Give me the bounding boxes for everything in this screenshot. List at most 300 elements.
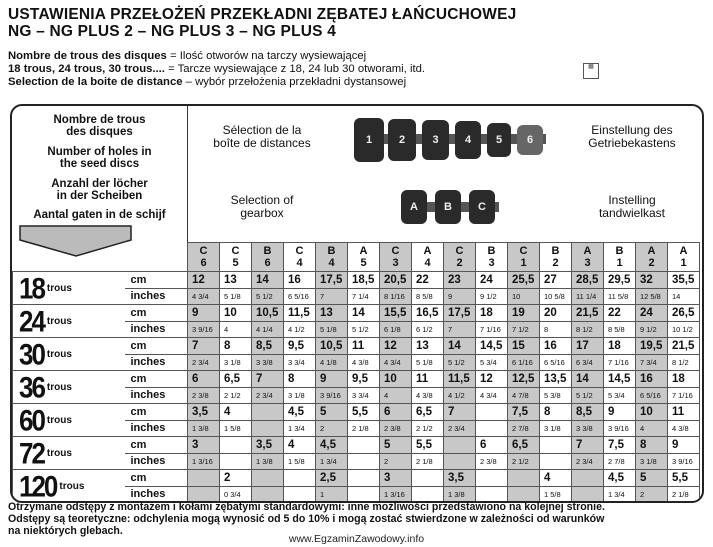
spacing-cm-cell: 5,5: [348, 404, 380, 421]
spacing-inches-cell: 6 5/16: [636, 387, 668, 404]
spacing-inches-cell: 8 1/2: [668, 354, 700, 371]
intro-text: [8, 50, 425, 89]
spacing-cm-cell: 8: [220, 338, 252, 355]
spacing-cm-cell: 17,5: [444, 305, 476, 322]
spacing-cm-cell: 16: [540, 338, 572, 355]
spacing-cm-cell: 6,5: [220, 371, 252, 388]
spacing-cm-cell: 16,5: [412, 305, 444, 322]
spacing-inches-cell: [252, 420, 284, 437]
holes-count: 120: [19, 469, 57, 503]
spacing-cm-cell: 22: [604, 305, 636, 322]
spacing-cm-cell: [252, 470, 284, 487]
spacing-cm-cell: 28,5: [572, 272, 604, 289]
table-row-cm: [13, 470, 700, 487]
spacing-inches-cell: 10 5/8: [540, 288, 572, 305]
spacing-cm-cell: [252, 404, 284, 421]
spacing-cm-cell: 14,5: [476, 338, 508, 355]
unit-cm-label: cm: [125, 437, 188, 454]
spacing-cm-cell: 2,5: [316, 470, 348, 487]
spacing-cm-cell: 4,5: [604, 470, 636, 487]
gear-6-icon: 6: [517, 125, 543, 155]
column-header: A 1: [668, 243, 700, 272]
spacing-cm-cell: 7: [444, 404, 476, 421]
spacing-cm-cell: 24: [636, 305, 668, 322]
spacing-inches-cell: 2 3/4: [252, 387, 284, 404]
gearbox-label-nl: Instelling tandwielkast: [598, 193, 666, 220]
spacing-cm-cell: 16: [284, 272, 316, 289]
spacing-cm-cell: 10: [220, 305, 252, 322]
spacing-cm-cell: [476, 404, 508, 421]
spacing-cm-cell: 4,5: [316, 437, 348, 454]
unit-inches-label: inches: [125, 354, 188, 371]
spacing-inches-cell: 11 5/8: [604, 288, 636, 305]
spacing-inches-cell: 8 1/16: [380, 288, 412, 305]
spacing-inches-cell: 3 3/8: [572, 420, 604, 437]
holes-count: 72: [19, 436, 44, 470]
column-header: C 1: [508, 243, 540, 272]
spacing-cm-cell: [188, 470, 220, 487]
holes-label: [13, 437, 125, 470]
holes-label: [13, 371, 125, 404]
spacing-cm-cell: 18,5: [348, 272, 380, 289]
spacing-cm-cell: 4: [284, 437, 316, 454]
spacing-inches-cell: 1 3/4: [604, 486, 636, 503]
column-header: C 5: [220, 243, 252, 272]
gear-b-icon: B: [435, 190, 461, 224]
spacing-cm-cell: 14: [444, 338, 476, 355]
footer-line: na niektórych glebach.: [8, 525, 123, 537]
spacing-cm-cell: 6: [188, 371, 220, 388]
holes-unit: trous: [46, 414, 72, 426]
spacing-cm-cell: [476, 470, 508, 487]
spacing-cm-cell: 6,5: [508, 437, 540, 454]
spacing-cm-cell: 5,5: [412, 437, 444, 454]
spacing-inches-cell: 2 1/2: [508, 453, 540, 470]
spacing-cm-cell: [412, 470, 444, 487]
holes-label: [13, 272, 125, 305]
gear-a-icon: A: [401, 190, 427, 224]
unit-inches-label: inches: [125, 288, 188, 305]
column-header-row: [13, 243, 700, 272]
spacing-cm-cell: 24: [476, 272, 508, 289]
gear-row-bottom: [395, 190, 505, 226]
spacing-inches-cell: 7 1/16: [604, 354, 636, 371]
spacing-inches-cell: 4: [380, 387, 412, 404]
spacing-cm-cell: 7: [188, 338, 220, 355]
spacing-inches-cell: 3 1/8: [220, 354, 252, 371]
holes-count: 60: [19, 403, 44, 437]
spacing-inches-cell: 2 3/8: [380, 420, 412, 437]
gear-4-icon: 4: [455, 121, 481, 159]
spacing-cm-cell: 7: [572, 437, 604, 454]
spacing-cm-cell: 23: [444, 272, 476, 289]
spacing-inches-cell: 6 5/16: [284, 288, 316, 305]
spacing-inches-cell: 5 1/2: [252, 288, 284, 305]
spacing-cm-cell: 11: [412, 371, 444, 388]
holes-unit: trous: [46, 447, 72, 459]
spacing-inches-cell: 3 9/16: [668, 453, 700, 470]
spacing-cm-cell: 14: [252, 272, 284, 289]
gearbox-label-de: Einstellung des Getriebekastens: [588, 123, 676, 150]
spacing-inches-cell: 9 1/2: [476, 288, 508, 305]
holes-count: 18: [19, 271, 44, 305]
spacing-cm-cell: 10: [380, 371, 412, 388]
table-row-cm: [13, 272, 700, 289]
spacing-inches-cell: 2 3/8: [476, 453, 508, 470]
gearbox-label-en: Selection of gearbox: [230, 193, 294, 220]
gearbox-selection: [187, 106, 702, 242]
spacing-cm-cell: 15: [508, 338, 540, 355]
column-header: B 6: [252, 243, 284, 272]
spacing-cm-cell: 4: [220, 404, 252, 421]
spacing-cm-cell: 6,5: [412, 404, 444, 421]
spacing-cm-cell: 7,5: [508, 404, 540, 421]
spacing-inches-cell: 4 7/8: [508, 387, 540, 404]
spacing-inches-cell: 2 7/8: [604, 453, 636, 470]
spacing-inches-cell: 11 1/4: [572, 288, 604, 305]
spacing-inches-cell: 6 5/16: [540, 354, 572, 371]
column-header: B 1: [604, 243, 636, 272]
spacing-cm-cell: 11: [348, 338, 380, 355]
spacing-inches-cell: 1 3/16: [380, 486, 412, 503]
intro-line: [8, 50, 425, 63]
spacing-inches-cell: 2 1/2: [412, 420, 444, 437]
spacing-inches-cell: [476, 420, 508, 437]
spacing-inches-cell: 5 1/8: [220, 288, 252, 305]
spacing-cm-cell: 20: [540, 305, 572, 322]
spacing-cm-cell: 10,5: [316, 338, 348, 355]
legend-fr: Nombre de trous des disques: [53, 114, 146, 138]
spacing-inches-cell: 4 3/8: [412, 387, 444, 404]
settings-table-panel: [10, 104, 704, 503]
spacing-inches-cell: 7 1/2: [508, 321, 540, 338]
spacing-inches-cell: 10 1/2: [668, 321, 700, 338]
column-header: B 3: [476, 243, 508, 272]
spacing-cm-cell: 26,5: [668, 305, 700, 322]
holes-count: 36: [19, 370, 44, 404]
spacing-cm-cell: 15,5: [380, 305, 412, 322]
spacing-inches-cell: 3 3/4: [284, 354, 316, 371]
unit-cm-label: cm: [125, 305, 188, 322]
spacing-inches-cell: 2: [380, 453, 412, 470]
spacing-inches-cell: 4 1/2: [444, 387, 476, 404]
spacing-cm-cell: 3,5: [252, 437, 284, 454]
spacing-inches-cell: 6 1/2: [412, 321, 444, 338]
spacing-inches-cell: 4 3/4: [380, 354, 412, 371]
holes-unit: trous: [46, 282, 72, 294]
spacing-inches-cell: 1 3/4: [284, 420, 316, 437]
spacing-inches-cell: 4: [636, 420, 668, 437]
spacing-inches-cell: 3 9/16: [188, 321, 220, 338]
spacing-cm-cell: 6: [380, 404, 412, 421]
holes-count: 30: [19, 337, 44, 371]
spacing-inches-cell: 2 1/8: [668, 486, 700, 503]
spacing-inches-cell: 2 7/8: [508, 420, 540, 437]
spacing-cm-cell: 10: [636, 404, 668, 421]
spacing-cm-cell: 20,5: [380, 272, 412, 289]
spacing-inches-cell: 7 1/4: [348, 288, 380, 305]
holes-unit: trous: [46, 348, 72, 360]
spacing-inches-cell: 0 3/4: [220, 486, 252, 503]
unit-cm-label: cm: [125, 371, 188, 388]
spacing-inches-cell: 4: [220, 321, 252, 338]
spacing-cm-cell: 18: [476, 305, 508, 322]
spacing-inches-cell: 2 3/4: [572, 453, 604, 470]
unit-inches-label: inches: [125, 486, 188, 503]
spacing-inches-cell: 4 1/4: [252, 321, 284, 338]
spacing-cm-cell: 8,5: [252, 338, 284, 355]
spacing-cm-cell: 3: [380, 470, 412, 487]
unit-cm-label: cm: [125, 272, 188, 289]
page-title: [8, 6, 517, 40]
spacing-inches-cell: 1 3/8: [252, 453, 284, 470]
column-header: B 2: [540, 243, 572, 272]
spacing-cm-cell: 2: [220, 470, 252, 487]
watermark: www.EgzaminZawodowy.info: [288, 533, 425, 545]
spacing-cm-cell: 29,5: [604, 272, 636, 289]
spacing-inches-cell: 1 3/8: [444, 486, 476, 503]
footer-line: Odstępy są teoretyczne: odchylenia mogą wynosić od 5 do 10% i mogą zostać stwierdzone w zależności od warunków: [8, 513, 605, 525]
gear-3-icon: 3: [422, 120, 449, 160]
spacing-cm-cell: 8: [636, 437, 668, 454]
spacing-cm-cell: 17: [572, 338, 604, 355]
gear-2-icon: 2: [388, 119, 416, 161]
spacing-cm-cell: 17,5: [316, 272, 348, 289]
spacing-cm-cell: 22: [412, 272, 444, 289]
spacing-cm-cell: [220, 437, 252, 454]
spacing-inches-cell: 5 3/8: [540, 387, 572, 404]
spacing-cm-cell: 12: [380, 338, 412, 355]
spacing-cm-cell: 9,5: [348, 371, 380, 388]
spacing-cm-cell: 16: [636, 371, 668, 388]
spacing-cm-cell: [572, 470, 604, 487]
spacing-cm-cell: 18: [668, 371, 700, 388]
spacing-cm-cell: 6: [476, 437, 508, 454]
gear-ratio-table: [12, 242, 700, 503]
holes-legend: [12, 106, 188, 242]
spacing-cm-cell: 13: [220, 272, 252, 289]
spacing-cm-cell: 14,5: [604, 371, 636, 388]
spacing-inches-cell: 7: [444, 321, 476, 338]
spacing-inches-cell: [220, 453, 252, 470]
spacing-inches-cell: 1 5/8: [220, 420, 252, 437]
spacing-inches-cell: 1 5/8: [540, 486, 572, 503]
intro-line: [8, 76, 425, 89]
spacing-inches-cell: 2 1/8: [348, 420, 380, 437]
spacing-inches-cell: 2 3/4: [444, 420, 476, 437]
spacing-inches-cell: 9 1/2: [636, 321, 668, 338]
holes-label: [13, 470, 125, 503]
spacing-cm-cell: [348, 437, 380, 454]
spacing-inches-cell: 5 3/4: [604, 387, 636, 404]
spacing-inches-cell: 7 1/16: [476, 321, 508, 338]
spacing-inches-cell: 9: [444, 288, 476, 305]
holes-label: [13, 404, 125, 437]
spacing-cm-cell: 7,5: [604, 437, 636, 454]
spacing-cm-cell: 13: [316, 305, 348, 322]
spacing-cm-cell: 3: [188, 437, 220, 454]
spacing-cm-cell: 8: [284, 371, 316, 388]
holes-label: [13, 338, 125, 371]
spacing-inches-cell: 3 1/8: [636, 453, 668, 470]
spacing-cm-cell: 4,5: [284, 404, 316, 421]
spacing-cm-cell: 7: [252, 371, 284, 388]
spacing-cm-cell: 13,5: [540, 371, 572, 388]
spacing-inches-cell: 7 1/16: [668, 387, 700, 404]
spacing-inches-cell: 2 1/8: [412, 453, 444, 470]
spacing-inches-cell: 3 1/8: [284, 387, 316, 404]
intro-key: 18 trous, 24 trous, 30 trous....: [8, 63, 165, 75]
column-header: C 3: [380, 243, 412, 272]
gear-c-icon: C: [469, 190, 495, 224]
intro-value: – wybór przełożenia przekładni dystansowej: [182, 76, 407, 88]
spacing-cm-cell: 5: [636, 470, 668, 487]
spacing-inches-cell: 3 1/8: [540, 420, 572, 437]
spacing-inches-cell: [540, 453, 572, 470]
spacing-cm-cell: 4: [540, 470, 572, 487]
spacing-cm-cell: 13: [412, 338, 444, 355]
legend-de: Anzahl der löcher in der Scheiben: [51, 178, 148, 202]
spacing-inches-cell: 5 1/2: [444, 354, 476, 371]
spacing-inches-cell: 7 3/4: [636, 354, 668, 371]
spacing-inches-cell: 4 3/4: [188, 288, 220, 305]
gear-row-top: [352, 120, 552, 160]
spacing-cm-cell: 14: [348, 305, 380, 322]
spacing-cm-cell: 9: [188, 305, 220, 322]
spacing-cm-cell: 14: [572, 371, 604, 388]
intro-value: = Tarcze wysiewające z 18, 24 lub 30 otworami, itd.: [164, 63, 426, 75]
spacing-inches-cell: [444, 453, 476, 470]
spacing-inches-cell: 2: [636, 486, 668, 503]
spacing-cm-cell: 9,5: [284, 338, 316, 355]
column-header: A 4: [412, 243, 444, 272]
spacing-cm-cell: 32: [636, 272, 668, 289]
spacing-cm-cell: [284, 470, 316, 487]
spacing-cm-cell: 19: [508, 305, 540, 322]
spacing-inches-cell: 2 3/8: [188, 387, 220, 404]
spacing-cm-cell: 12,5: [508, 371, 540, 388]
spacing-inches-cell: 7: [316, 288, 348, 305]
qr-code-icon: ▦: [583, 63, 599, 79]
spacing-cm-cell: 11,5: [284, 305, 316, 322]
spacing-inches-cell: 1 5/8: [284, 453, 316, 470]
spacing-inches-cell: 2 3/4: [188, 354, 220, 371]
spacing-cm-cell: 9: [604, 404, 636, 421]
spacing-cm-cell: 12: [188, 272, 220, 289]
intro-value: = Ilość otworów na tarczy wysiewającej: [166, 50, 367, 62]
column-header: B 4: [316, 243, 348, 272]
spacing-inches-cell: 4 1/8: [316, 354, 348, 371]
column-header: A 2: [636, 243, 668, 272]
holes-count: 24: [19, 304, 44, 338]
intro-key: Nombre de trous des disques: [8, 50, 167, 62]
intro-line: [8, 63, 425, 76]
spacing-inches-cell: 5 1/8: [412, 354, 444, 371]
column-header: C 6: [188, 243, 220, 272]
column-header: C 4: [284, 243, 316, 272]
spacing-cm-cell: 25,5: [508, 272, 540, 289]
column-header: A 5: [348, 243, 380, 272]
spacing-cm-cell: 35,5: [668, 272, 700, 289]
unit-inches-label: inches: [125, 321, 188, 338]
spacing-inches-cell: 8 1/2: [572, 321, 604, 338]
spacing-inches-cell: 1 3/4: [316, 453, 348, 470]
spacing-cm-cell: 12: [476, 371, 508, 388]
holes-label: [13, 305, 125, 338]
spacing-inches-cell: 5 3/4: [476, 354, 508, 371]
gear-1-icon: 1: [354, 118, 384, 162]
spacing-inches-cell: 4 3/4: [476, 387, 508, 404]
spacing-cm-cell: 10,5: [252, 305, 284, 322]
spacing-inches-cell: 5 1/2: [348, 321, 380, 338]
spacing-cm-cell: 8: [540, 404, 572, 421]
spacing-cm-cell: 5: [380, 437, 412, 454]
unit-cm-label: cm: [125, 338, 188, 355]
spacing-cm-cell: 9: [316, 371, 348, 388]
spacing-cm-cell: 9: [668, 437, 700, 454]
spacing-cm-cell: 3,5: [188, 404, 220, 421]
spacing-inches-cell: 1: [316, 486, 348, 503]
spacing-inches-cell: 3 9/16: [604, 420, 636, 437]
legend-nl: Aantal gaten in de schijf: [33, 209, 166, 221]
spacing-inches-cell: 6 1/8: [380, 321, 412, 338]
table-row-cm: [13, 338, 700, 355]
footer-line: Otrzymane odstępy z montażem i kołami zębatymi standardowymi: inne możliwości przedstawiono na kolejnej stronie.: [8, 501, 605, 513]
spacing-cm-cell: 19,5: [636, 338, 668, 355]
spacing-inches-cell: 2 1/2: [220, 387, 252, 404]
spacing-inches-cell: 3 9/16: [316, 387, 348, 404]
column-header: A 3: [572, 243, 604, 272]
spacing-cm-cell: 3,5: [444, 470, 476, 487]
spacing-inches-cell: [348, 453, 380, 470]
holes-unit: trous: [46, 315, 72, 327]
unit-cm-label: cm: [125, 404, 188, 421]
spacing-cm-cell: 27: [540, 272, 572, 289]
spacing-inches-cell: 5 1/2: [572, 387, 604, 404]
spacing-cm-cell: [348, 470, 380, 487]
unit-inches-label: inches: [125, 387, 188, 404]
spacing-inches-cell: 8 5/8: [604, 321, 636, 338]
unit-cm-label: cm: [125, 470, 188, 487]
footer-notes: [8, 501, 708, 537]
spacing-inches-cell: 6 3/4: [572, 354, 604, 371]
spacing-inches-cell: 1 3/16: [188, 453, 220, 470]
gearbox-label-fr: Sélection de la boîte de distances: [213, 123, 311, 150]
table-row-cm: [13, 305, 700, 322]
spacing-cm-cell: 11: [668, 404, 700, 421]
spacing-inches-cell: 14: [668, 288, 700, 305]
spacing-inches-cell: 4 3/8: [348, 354, 380, 371]
spacing-inches-cell: 10: [508, 288, 540, 305]
table-row-cm: [13, 437, 700, 454]
holes-unit: trous: [46, 381, 72, 393]
title-line-2: NG – NG PLUS 2 – NG PLUS 3 – NG PLUS 4: [8, 23, 337, 40]
spacing-cm-cell: 21,5: [572, 305, 604, 322]
spacing-cm-cell: [540, 437, 572, 454]
legend-en: Number of holes in the seed discs: [47, 146, 152, 170]
spacing-inches-cell: 4 3/8: [668, 420, 700, 437]
spacing-inches-cell: 4 1/2: [284, 321, 316, 338]
spacing-cm-cell: 5: [316, 404, 348, 421]
spacing-cm-cell: 8,5: [572, 404, 604, 421]
unit-inches-label: inches: [125, 453, 188, 470]
table-row-cm: [13, 404, 700, 421]
spacing-inches-cell: 8 5/8: [412, 288, 444, 305]
spacing-inches-cell: 2: [316, 420, 348, 437]
unit-inches-label: inches: [125, 420, 188, 437]
spacing-inches-cell: 5 1/8: [316, 321, 348, 338]
spacing-cm-cell: [444, 437, 476, 454]
